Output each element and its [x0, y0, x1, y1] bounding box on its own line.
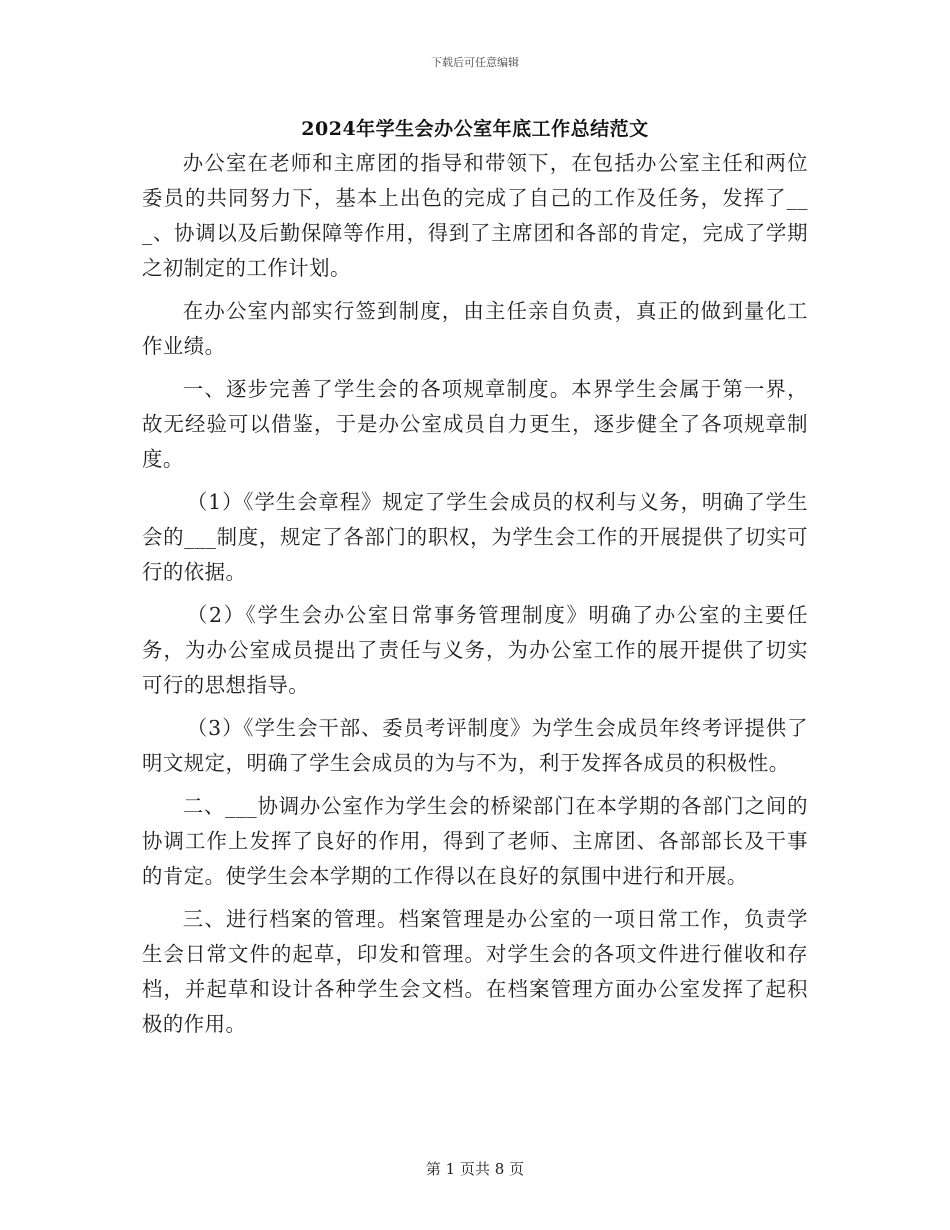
paragraph-section-2: 二、___协调办公室作为学生会的桥梁部门在本学期的各部门之间的协调工作上发挥了良好的作用，得到了老师、主席团、各部部长及干事的肯定。使学生会本学期的工作得以在良好的氛围中进行和开展。 [142, 794, 808, 888]
document-title: 2024年学生会办公室年底工作总结范文 [301, 118, 649, 140]
paragraph-item-3: （3）《学生会干部、委员考评制度》为学生会成员年终考评提供了明文规定，明确了学生会成员的为与不为，利于发挥各成员的积极性。 [142, 716, 808, 775]
page-number: 第 1 页共 8 页 [425, 1160, 525, 1178]
paragraph-intro: 办公室在老师和主席团的指导和带领下，在包括办公室主任和两位委员的共同努力下，基本上出色的完成了自己的工作及任务，发挥了___、协调以及后勤保障等作用，得到了主席团和各部的肯定，完成了学期之初制定的工作计划。 [142, 151, 808, 280]
paragraph-item-2: （2）《学生会办公室日常事务管理制度》明确了办公室的主要任务，为办公室成员提出了责任与义务，为办公室工作的展开提供了切实可行的思想指导。 [142, 603, 808, 697]
paragraph-section-1: 一、逐步完善了学生会的各项规章制度。本界学生会属于第一界，故无经验可以借鉴，于是办公室成员自力更生，逐步健全了各项规章制度。 [142, 377, 808, 471]
paragraph-item-1: （1）《学生会章程》规定了学生会成员的权利与义务，明确了学生会的___制度，规定了各部门的职权，为学生会工作的开展提供了切实可行的依据。 [142, 490, 808, 584]
paragraph-section-3: 三、进行档案的管理。档案管理是办公室的一项日常工作，负责学生会日常文件的起草，印发和管理。对学生会的各项文件进行催收和存档，并起草和设计各种学生会文档。在档案管理方面办公室发挥了起积极的作用。 [142, 907, 808, 1036]
header-note: 下载后可任意编辑 [431, 56, 519, 69]
document-body [142, 146, 808, 1042]
paragraph-sign-in: 在办公室内部实行签到制度，由主任亲自负责，真正的做到量化工作业绩。 [142, 299, 808, 358]
